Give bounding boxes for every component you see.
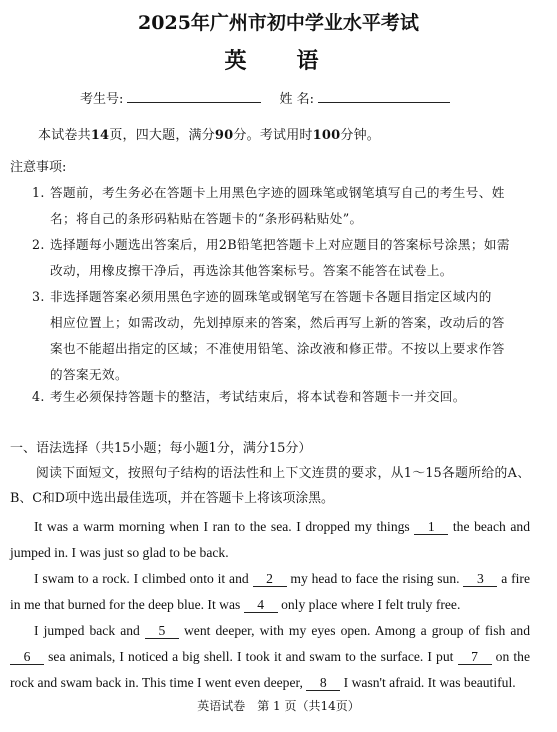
note-line: 的答案无效。 xyxy=(50,367,128,382)
passage-text: I jumped back and xyxy=(34,623,145,638)
candidate-name-blank xyxy=(318,90,450,103)
note-line: 考生必须保持答题卡的整洁，考试结束后，将本试卷和答题卡一并交回。 xyxy=(50,389,466,404)
blank-4: 4 xyxy=(244,597,278,613)
passage-text: It was a warm morning when I ran to the sea. I dropped my things xyxy=(34,519,415,534)
note-number: 2. xyxy=(32,237,45,252)
blank-5: 5 xyxy=(145,623,179,639)
note-number: 4. xyxy=(32,389,45,404)
blank-7: 7 xyxy=(458,649,492,665)
note-item xyxy=(32,284,537,388)
note-line: 非选择题答案必须用黑色字迹的圆珠笔或钢笔写在答题卡各题目指定区域内的 xyxy=(50,289,492,304)
passage-text: went deeper, with my eyes open. Among a group of fish and xyxy=(178,623,530,638)
note-item xyxy=(32,232,537,284)
note-number: 1. xyxy=(32,185,45,200)
note-line: 案也不能超出指定的区域；不准使用铅笔、涂改液和修正带。不按以上要求作答 xyxy=(50,341,505,356)
candidate-info-row xyxy=(80,88,450,107)
note-line: 名；将自己的条形码粘贴在答题卡的“条形码粘贴处”。 xyxy=(50,211,363,226)
full-score: 90 xyxy=(214,128,234,143)
passage-text: the beach and jumped in. I was just so glad to be back. xyxy=(10,519,530,560)
exam-title: 2025年广州市初中学业水平考试 xyxy=(138,12,419,34)
page-footer: 英语试卷 第 1 页（共14页） xyxy=(197,699,360,713)
blank-6: 6 xyxy=(10,649,44,665)
notes-heading: 注意事项: xyxy=(10,160,67,175)
note-item xyxy=(32,384,537,410)
passage-text: on the rock and swam back in. This time I went even deeper, xyxy=(10,649,531,690)
exam-duration: 100 xyxy=(312,128,341,143)
passage-text: a fire in me that burned for the deep blue. It was xyxy=(10,571,530,612)
passage-text: I wasn't afraid. It was beautiful. xyxy=(340,675,516,690)
subject-title: 英 语 xyxy=(224,48,333,74)
blank-2: 2 xyxy=(253,571,287,587)
note-line: 答题前，考生务必在答题卡上用黑色字迹的圆珠笔或钢笔填写自己的考生号、姓 xyxy=(50,185,505,200)
blank-8: 8 xyxy=(306,675,340,691)
passage-text: sea animals, I noticed a big shell. I took it and swam to the surface. I put xyxy=(44,649,458,664)
page-count: 14 xyxy=(90,128,110,143)
intro-text: 页，四大题，满分 xyxy=(109,128,215,143)
blank-3: 3 xyxy=(463,571,497,587)
exam-intro xyxy=(38,124,380,143)
intro-text: 本试卷共 xyxy=(38,128,91,143)
candidate-id-blank xyxy=(127,90,261,103)
passage-text: only place where I felt truly free. xyxy=(277,597,461,612)
blank-1: 1 xyxy=(414,519,448,535)
section-instruction: 阅读下面短文，按照句子结构的语法性和上下文连贯的要求，从1～15各题所给的A、B、C和D项中选出最佳选项，并在答题卡上将该项涂黑。 xyxy=(10,466,530,506)
passage-text: my head to face the rising sun. xyxy=(286,571,464,586)
passage-text: I swam to a rock. I climbed onto it and xyxy=(34,571,253,586)
note-item xyxy=(32,180,537,232)
intro-text: 分钟。 xyxy=(340,128,380,143)
note-line: 相应位置上；如需改动，先划掉原来的答案，然后再写上新的答案，改动后的答 xyxy=(50,315,505,330)
passage-paragraph xyxy=(10,618,530,696)
section-heading: 一、语法选择（共15小题；每小题1分，满分15分） xyxy=(10,441,312,456)
candidate-id-label: 考生号: xyxy=(80,92,124,107)
passage-paragraph xyxy=(10,514,530,566)
intro-text: 分。考试用时 xyxy=(233,128,313,143)
note-number: 3. xyxy=(32,289,45,304)
passage-paragraph xyxy=(10,566,530,618)
note-line: 选择题每小题选出答案后，用2B铅笔把答题卡上对应题目的答案标号涂黑；如需 xyxy=(50,237,510,252)
note-line: 改动，用橡皮擦干净后，再选涂其他答案标号。答案不能答在试卷上。 xyxy=(50,263,453,278)
candidate-name-label: 姓 名: xyxy=(279,92,315,107)
